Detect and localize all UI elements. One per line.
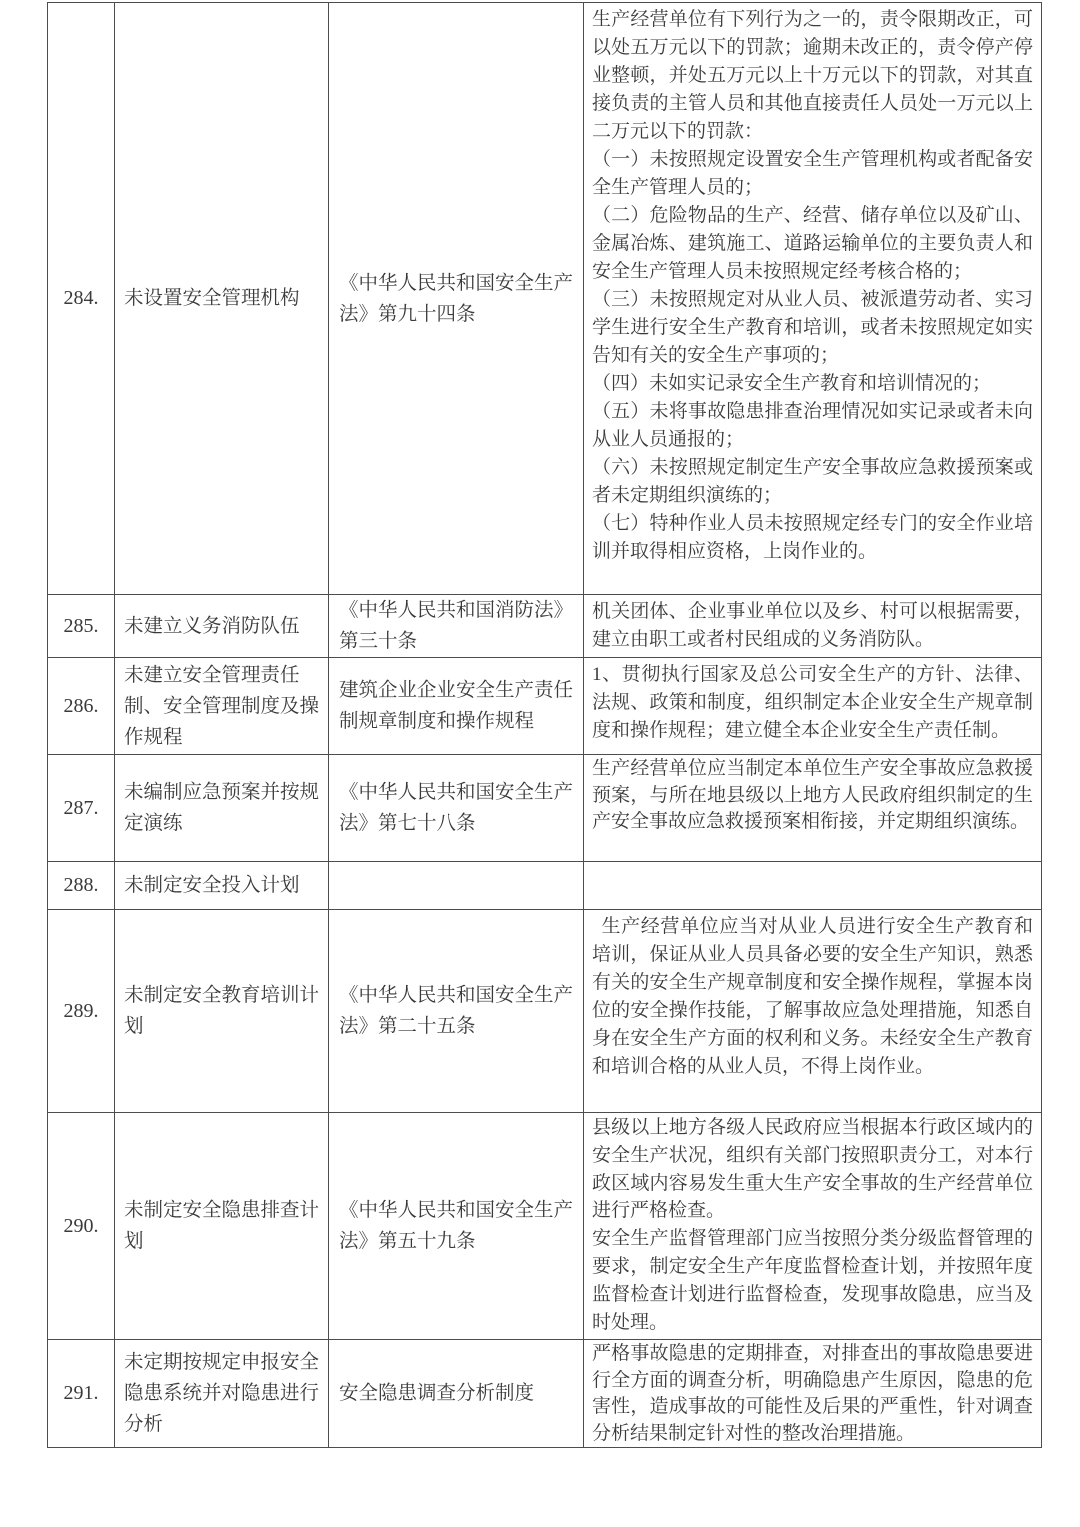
description-cell: [584, 595, 1042, 658]
violation-cell: 未建立义务消防队伍: [115, 595, 329, 658]
legal-basis-cell: 《中华人民共和国消防法》第三十条: [329, 595, 584, 658]
table-row-291: [48, 1340, 1042, 1448]
description-cell: [584, 658, 1042, 755]
violation-cell: 未制定安全教育培训计划: [115, 910, 329, 1113]
table-row-289: [48, 910, 1042, 1113]
violation-cell: 未制定安全投入计划: [115, 862, 329, 910]
table-row-288: [48, 862, 1042, 910]
description-cell: [584, 1340, 1042, 1448]
description-paragraph: （七）特种作业人员未按照规定经专门的安全作业培训并取得相应资格，上岗作业的。: [592, 513, 1033, 562]
row-number-cell: 286.: [48, 658, 115, 755]
description-paragraph: 生产经营单位应当制定本单位生产安全事故应急救援预案，与所在地县级以上地方人民政府组织制定的生产安全事故应急救援预案相衔接，并定期组织演练。: [592, 758, 1033, 832]
violation-cell: 未设置安全管理机构: [115, 3, 329, 595]
row-number-cell: 289.: [48, 910, 115, 1113]
regulations-table: [47, 2, 1042, 1448]
row-number-cell: 287.: [48, 755, 115, 862]
row-number-cell: 291.: [48, 1340, 115, 1448]
violation-cell: 未编制应急预案并按规定演练: [115, 755, 329, 862]
violation-cell: 未制定安全隐患排查计划: [115, 1113, 329, 1340]
legal-basis-cell: 《中华人民共和国安全生产法》第二十五条: [329, 910, 584, 1113]
description-paragraph: （六）未按照规定制定生产安全事故应急救援预案或者未定期组织演练的；: [592, 457, 1033, 506]
description-cell: [584, 755, 1042, 862]
description-paragraph: 生产经营单位有下列行为之一的，责令限期改正，可以处五万元以下的罚款；逾期未改正的，责令停产停业整顿，并处五万元以上十万元以下的罚款，对其直接负责的主管人员和其他直接责任人员处一万元以上二万元以下的罚款：: [592, 9, 1033, 142]
description-paragraph: 机关团体、企业事业单位以及乡、村可以根据需要，建立由职工或者村民组成的义务消防队。: [592, 601, 1033, 650]
legal-basis-cell: [329, 862, 584, 910]
row-number-cell: 290.: [48, 1113, 115, 1340]
table-row-287: [48, 755, 1042, 862]
violation-cell: 未建立安全管理责任制、安全管理制度及操作规程: [115, 658, 329, 755]
description-paragraph: （四）未如实记录安全生产教育和培训情况的；: [592, 373, 992, 394]
row-number-cell: 284.: [48, 3, 115, 595]
description-paragraph: 安全生产监督管理部门应当按照分类分级监督管理的要求，制定安全生产年度监督检查计划，并按照年度监督检查计划进行监督检查，发现事故隐患，应当及时处理。: [592, 1228, 1033, 1333]
table-row-284: [48, 3, 1042, 595]
description-paragraph: 严格事故隐患的定期排查，对排查出的事故隐患要进行全方面的调查分析，明确隐患产生原因，隐患的危害性，造成事故的可能性及后果的严重性，针对调查分析结果制定针对性的整改治理措施。: [592, 1343, 1033, 1444]
description-paragraph: 生产经营单位应当对从业人员进行安全生产教育和培训，保证从业人员具备必要的安全生产知识，熟悉有关的安全生产规章制度和安全操作规程，掌握本岗位的安全操作技能，了解事故应急处理措施，知悉自身在安全生产方面的权利和义务。未经安全生产教育和培训合格的从业人员，不得上岗作业。: [592, 916, 1033, 1077]
description-cell: [584, 910, 1042, 1113]
description-paragraph: （三）未按照规定对从业人员、被派遣劳动者、实习学生进行安全生产教育和培训，或者未按照规定如实告知有关的安全生产事项的；: [592, 289, 1033, 366]
description-cell: [584, 862, 1042, 910]
table-row-290: [48, 1113, 1042, 1340]
description-paragraph: （一）未按照规定设置安全生产管理机构或者配备安全生产管理人员的；: [592, 149, 1033, 198]
row-number-cell: 288.: [48, 862, 115, 910]
row-number-cell: 285.: [48, 595, 115, 658]
description-cell: [584, 1113, 1042, 1340]
description-paragraph: （五）未将事故隐患排查治理情况如实记录或者未向从业人员通报的；: [592, 401, 1033, 450]
legal-basis-cell: 《中华人民共和国安全生产法》第七十八条: [329, 755, 584, 862]
description-paragraph: 县级以上地方各级人民政府应当根据本行政区域内的安全生产状况，组织有关部门按照职责分工，对本行政区域内容易发生重大生产安全事故的生产经营单位进行严格检查。: [592, 1117, 1033, 1222]
legal-basis-cell: 《中华人民共和国安全生产法》第九十四条: [329, 3, 584, 595]
violation-cell: 未定期按规定申报安全隐患系统并对隐患进行分析: [115, 1340, 329, 1448]
table-row-285: [48, 595, 1042, 658]
description-paragraph: 1、贯彻执行国家及总公司安全生产的方针、法律、法规、政策和制度，组织制定本企业安全生产规章制度和操作规程；建立健全本企业安全生产责任制。: [592, 664, 1033, 741]
description-paragraph: （二）危险物品的生产、经营、储存单位以及矿山、金属冶炼、建筑施工、道路运输单位的主要负责人和安全生产管理人员未按照规定经考核合格的；: [592, 205, 1033, 282]
legal-basis-cell: 安全隐患调查分析制度: [329, 1340, 584, 1448]
legal-basis-cell: 建筑企业企业安全生产责任制规章制度和操作规程: [329, 658, 584, 755]
legal-basis-cell: 《中华人民共和国安全生产法》第五十九条: [329, 1113, 584, 1340]
table-row-286: [48, 658, 1042, 755]
description-cell: [584, 3, 1042, 595]
